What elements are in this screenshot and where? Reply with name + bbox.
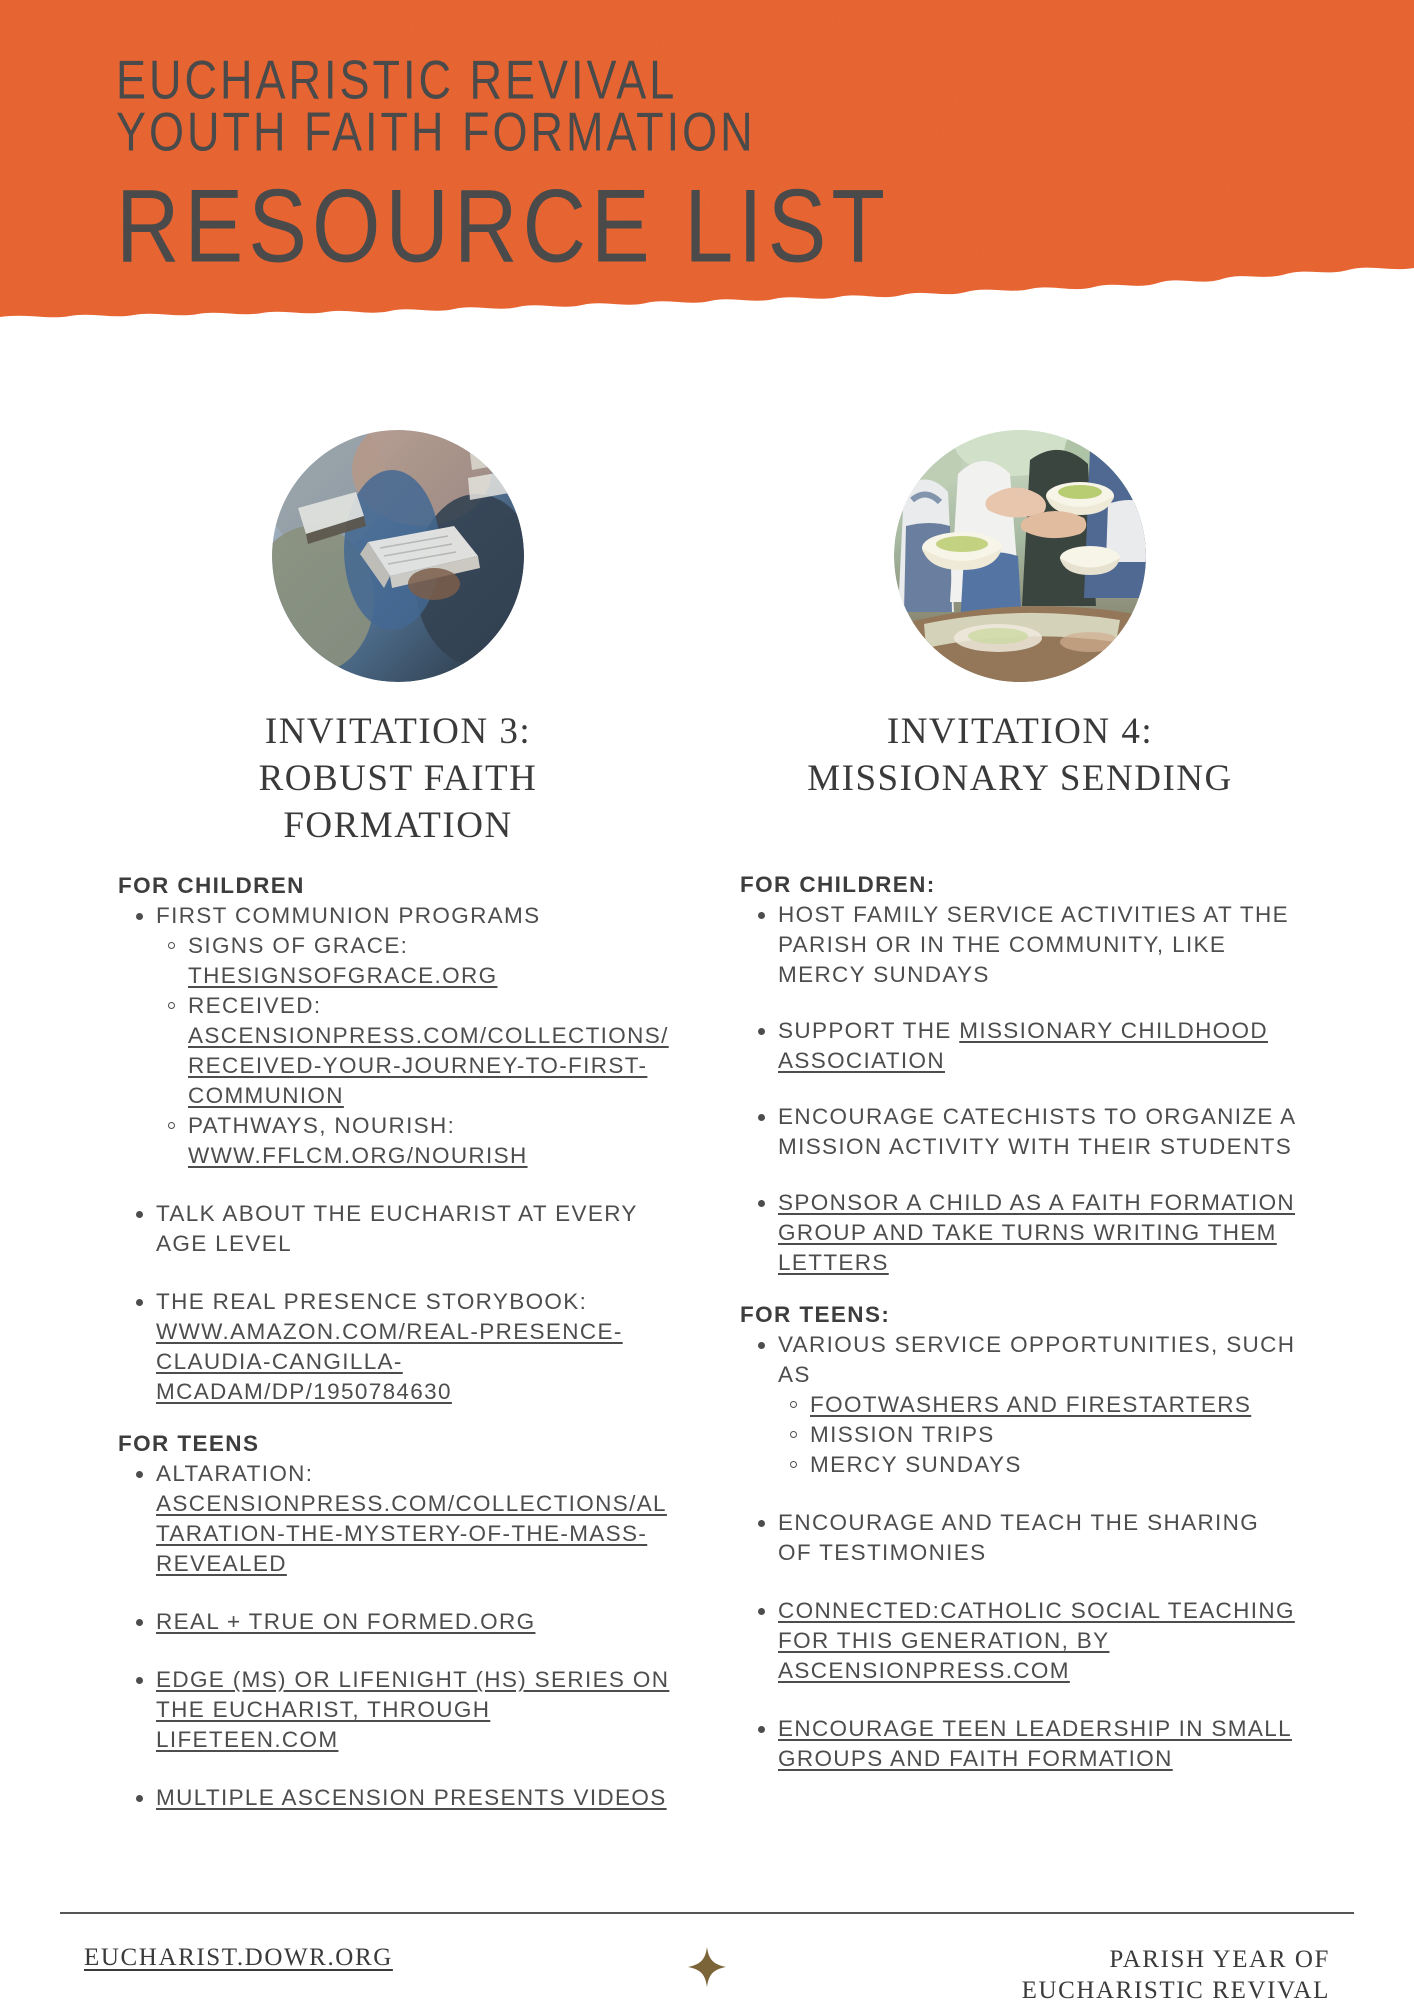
list-item [778,1508,1300,1568]
link[interactable]: MISSIONARY CHILDHOOD ASSOCIATION [778,1018,1268,1073]
teens-reading-bibles-photo [272,430,524,682]
header-line-2: YOUTH FAITH FORMATION [116,100,756,163]
link[interactable]: ENCOURAGE TEEN LEADERSHIP IN SMALL GROUPS AND FAITH FORMATION [778,1716,1292,1771]
footer [0,1928,1414,2000]
link[interactable]: WWW.AMAZON.COM/REAL-PRESENCE-CLAUDIA-CANGILLA-MCADAM/DP/1950784630 [156,1319,623,1404]
link[interactable]: REAL + TRUE ON FORMED.ORG [156,1609,536,1634]
footer-website-link[interactable]: EUCHARIST.DOWR.ORG [84,1944,393,1971]
list-item [810,1420,1300,1450]
list-item-text: SIGNS OF GRACE: [188,933,409,958]
section-label-for-children: FOR CHILDREN [118,873,305,898]
list-item-text: TALK ABOUT THE EUCHARIST AT EVERY AGE LEVEL [156,1201,638,1256]
list-item-text: VARIOUS SERVICE OPPORTUNITIES, SUCH AS [778,1332,1296,1387]
list-item-text: ENCOURAGE AND TEACH THE SHARING OF TESTIMONIES [778,1510,1260,1565]
list-item-text: PATHWAYS, NOURISH: [188,1113,456,1138]
header-torn-band [0,0,1414,372]
list-for-teens-right [740,1330,1300,1774]
header-line-1: EUCHARISTIC REVIVAL [116,48,678,111]
list-item-text: ENCOURAGE CATECHISTS TO ORGANIZE A MISSION ACTIVITY WITH THEIR STUDENTS [778,1104,1296,1159]
invitation-4-title [740,708,1300,802]
title-line: INVITATION 3: [264,711,532,752]
title-line: INVITATION 4: [886,711,1154,752]
list-item [156,1665,678,1755]
list-item-text: RECEIVED: [188,993,322,1018]
list-item [810,1390,1300,1420]
list-item [778,900,1300,990]
list-item-text: MISSION TRIPS [810,1422,995,1447]
list-item-text: MERCY SUNDAYS [810,1452,1022,1477]
footer-divider [60,1912,1354,1914]
link[interactable]: THESIGNSOFGRACE.ORG [188,963,498,988]
four-point-star-icon [686,1946,728,1988]
sublist [156,931,678,1171]
list-item [188,991,678,1111]
list-for-children-right [740,900,1300,1278]
footer-tagline-line: PARISH YEAR OF [1109,1946,1330,1973]
list-item [156,1459,678,1579]
sublist [778,1390,1300,1480]
title-line: ROBUST FAITH [258,758,538,799]
list-item-text: FIRST COMMUNION PROGRAMS [156,903,541,928]
link[interactable]: SPONSOR A CHILD AS A FAITH FORMATION GROUP AND TAKE TURNS WRITING THEM LETTERS [778,1190,1296,1275]
list-item [810,1450,1300,1480]
link[interactable]: ASCENSIONPRESS.COM/COLLECTIONS/ALTARATION-THE-MYSTERY-OF-THE-MASS-REVEALED [156,1491,667,1576]
list-item [778,1596,1300,1686]
list-item-text: ALTARATION: [156,1461,314,1486]
list-item-text: HOST FAMILY SERVICE ACTIVITIES AT THE PARISH OR IN THE COMMUNITY, LIKE MERCY SUNDAYS [778,902,1289,987]
list-item [188,931,678,991]
header-text-block [0,0,1414,284]
list-item [778,1016,1300,1076]
section-label-for-teens: FOR TEENS: [740,1302,891,1327]
link[interactable]: ASCENSIONPRESS.COM/COLLECTIONS/RECEIVED-YOUR-JOURNEY-TO-FIRST-COMMUNION [188,1023,669,1108]
list-item [156,1287,678,1407]
invitation-3-title [118,708,678,849]
photo-illustration [272,430,524,682]
list-for-teens-left [118,1459,678,1813]
youth-serving-food-photo [894,430,1146,682]
link[interactable]: FOOTWASHERS AND FIRESTARTERS [810,1392,1252,1417]
list-item [156,901,678,1171]
list-item-text: SUPPORT THE [778,1018,960,1043]
link[interactable]: MULTIPLE ASCENSION PRESENTS VIDEOS [156,1785,667,1810]
title-line: MISSIONARY SENDING [807,758,1233,799]
list-item [188,1111,678,1171]
list-for-children-left [118,901,678,1407]
footer-tagline [1022,1944,1330,2000]
list-item [156,1607,678,1637]
list-item-text: THE REAL PRESENCE STORYBOOK: [156,1289,588,1314]
section-label-for-teens: FOR TEENS [118,1431,260,1456]
list-item [778,1714,1300,1774]
column-invitation-4 [740,430,1300,1792]
list-item [778,1330,1300,1480]
page-title: RESOURCE LIST [116,167,891,284]
link[interactable]: EDGE (MS) OR LIFENIGHT (HS) SERIES ON THE EUCHARIST, THROUGH LIFETEEN.COM [156,1667,670,1752]
photo-illustration [894,430,1146,682]
column-invitation-3 [118,430,678,1831]
section-label-for-children: FOR CHILDREN: [740,872,936,897]
link[interactable]: WWW.FFLCM.ORG/NOURISH [188,1143,528,1168]
link[interactable]: CONNECTED:CATHOLIC SOCIAL TEACHING FOR THIS GENERATION, BY ASCENSIONPRESS.COM [778,1598,1295,1683]
footer-tagline-line: EUCHARISTIC REVIVAL [1021,1977,1330,2000]
list-item [156,1199,678,1259]
list-item [778,1102,1300,1162]
title-line: FORMATION [283,805,513,846]
list-item [778,1188,1300,1278]
list-item [156,1783,678,1813]
